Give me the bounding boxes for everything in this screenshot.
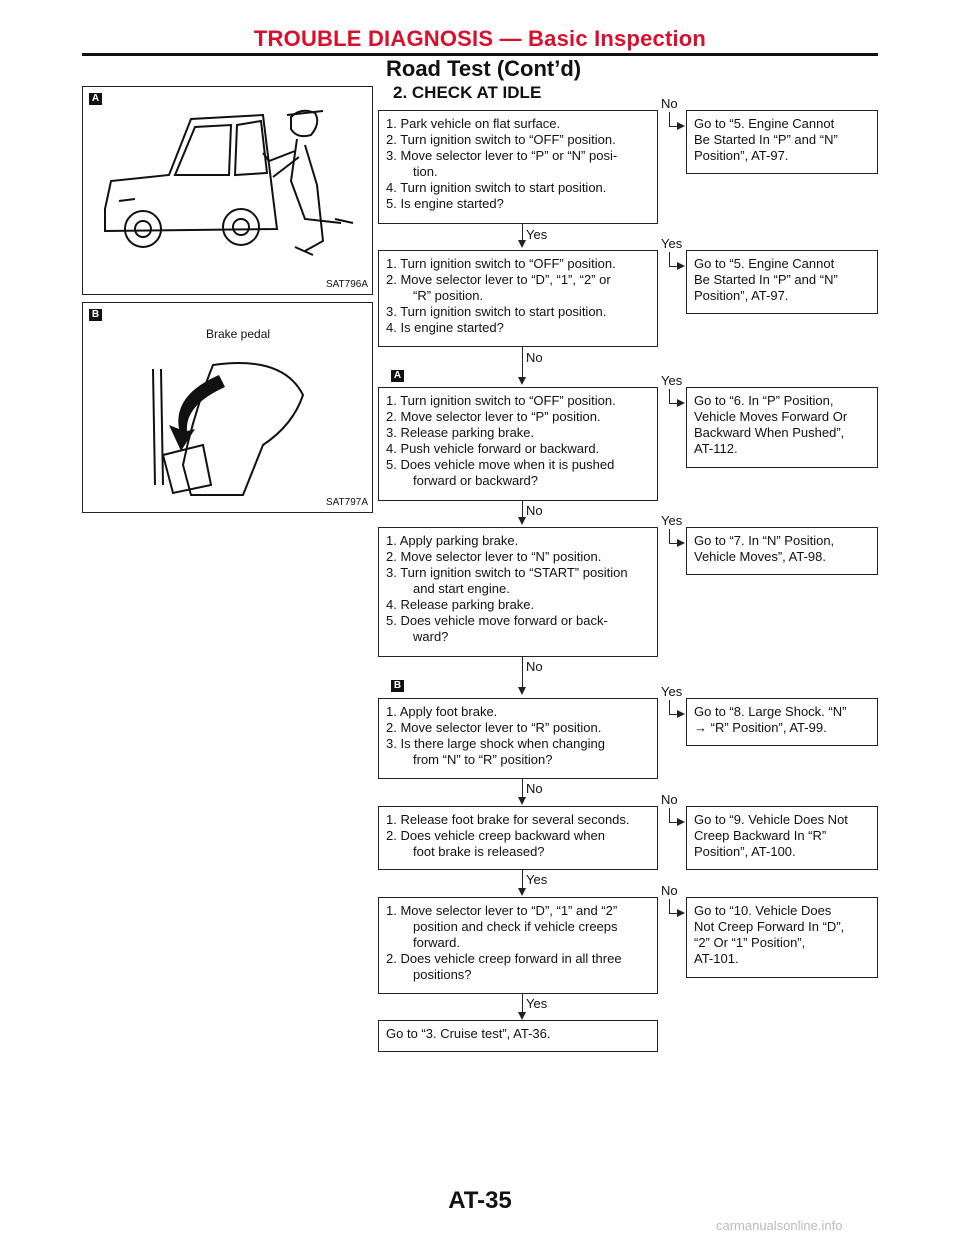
side-label-4: Yes [661,513,683,528]
figure-b [82,302,373,513]
step-marker-a: A [391,370,404,382]
side-arrow-1 [677,122,685,130]
down-label-7: Yes [526,996,548,1011]
figure-code-b: SAT797A [325,497,368,508]
side-connector-h-4 [669,543,677,544]
person-pushing-vehicle-illustration [91,101,361,281]
figure-label-brake-pedal: Brake pedal [206,327,271,341]
result-box-7: Go to “10. Vehicle Does Not Creep Forward In “D”, “2” Or “1” Position”, AT-101. [686,897,878,978]
step-box-6: 1. Release foot brake for several seconds. 2. Does vehicle creep backward when foot brake is released? [378,806,658,870]
figure-marker-b: B [89,309,102,321]
down-connector-4 [522,657,523,687]
down-arrow-4 [518,687,526,695]
side-label-1: No [661,96,678,111]
down-arrow-6 [518,888,526,896]
side-connector-h-7 [669,913,677,914]
down-connector-5 [522,779,523,797]
result-box-6: Go to “9. Vehicle Does Not Creep Backward In “R” Position”, AT-100. [686,806,878,870]
side-connector-h-3 [669,403,677,404]
step-box-5: 1. Apply foot brake. 2. Move selector lever to “R” position. 3. Is there large shock when changing from “N” to “R” position? [378,698,658,779]
step-marker-b: B [391,680,404,692]
side-label-6: No [661,792,678,807]
down-connector-3 [522,501,523,517]
side-label-5: Yes [661,684,683,699]
side-arrow-7 [677,909,685,917]
side-connector-5 [669,700,670,714]
page-number: AT-35 [448,1187,512,1214]
section-title: 2. CHECK AT IDLE [393,83,542,102]
side-arrow-3 [677,399,685,407]
watermark: carmanualsonline.info [716,1218,843,1233]
down-arrow-2 [518,377,526,385]
result-box-4: Go to “7. In “N” Position, Vehicle Moves”, AT-98. [686,527,878,575]
side-connector-h-2 [669,266,677,267]
down-label-6: Yes [526,872,548,887]
step-box-3: 1. Turn ignition switch to “OFF” position. 2. Move selector lever to “P” position. 3. Release parking brake. 4. Push vehicle forward or backward. 5. Does vehicle move when it is pushed forward or backward? [378,387,658,501]
side-arrow-4 [677,539,685,547]
down-label-5: No [526,781,543,796]
side-connector-4 [669,529,670,543]
side-connector-2 [669,252,670,266]
side-label-2: Yes [661,236,683,251]
side-arrow-5 [677,710,685,718]
brake-pedal-illustration [143,355,323,505]
result-box-5: Go to “8. Large Shock. “N” → “R” Position”, AT-99. [686,698,878,746]
side-connector-h-5 [669,714,677,715]
down-arrow-1 [518,240,526,248]
down-label-1: Yes [526,227,548,242]
down-arrow-5 [518,797,526,805]
result-box-1: Go to “5. Engine Cannot Be Started In “P” and “N” Position”, AT-97. [686,110,878,174]
figure-code-a: SAT796A [325,279,368,290]
side-connector-3 [669,389,670,403]
side-label-7: No [661,883,678,898]
down-connector-1 [522,224,523,240]
step-box-7: 1. Move selector lever to “D”, “1” and “2” position and check if vehicle creeps forward. 2. Does vehicle creep forward in all three positions? [378,897,658,994]
side-connector-h-6 [669,822,677,823]
final-step-box: Go to “3. Cruise test”, AT-36. [378,1020,658,1052]
down-connector-6 [522,870,523,888]
side-connector-h-1 [669,126,677,127]
figure-a [82,86,373,295]
step-box-4: 1. Apply parking brake. 2. Move selector lever to “N” position. 3. Turn ignition switch to “START” position and start engine. 4. Release parking brake. 5. Does vehicle move forward or back- ward? [378,527,658,657]
down-arrow-3 [518,517,526,525]
step-box-1: 1. Park vehicle on flat surface. 2. Turn ignition switch to “OFF” position. 3. Move selector lever to “P” or “N” posi- tion. 4. Turn ignition switch to start position. 5. Is engine started? [378,110,658,224]
down-connector-7 [522,994,523,1012]
side-connector-6 [669,808,670,822]
down-connector-2 [522,347,523,377]
page-subtitle: Road Test (Cont’d) [386,56,582,81]
side-arrow-2 [677,262,685,270]
side-arrow-6 [677,818,685,826]
side-connector-1 [669,112,670,126]
figure-marker-a: A [89,93,102,105]
step-box-2: 1. Turn ignition switch to “OFF” position. 2. Move selector lever to “D”, “1”, “2” or “R” position. 3. Turn ignition switch to start position. 4. Is engine started? [378,250,658,347]
result-box-2: Go to “5. Engine Cannot Be Started In “P” and “N” Position”, AT-97. [686,250,878,314]
down-arrow-7 [518,1012,526,1020]
page-header-title: TROUBLE DIAGNOSIS — Basic Inspection [253,26,707,51]
result-box-3: Go to “6. In “P” Position, Vehicle Moves Forward Or Backward When Pushed”, AT-112. [686,387,878,468]
down-label-3: No [526,503,543,518]
side-connector-7 [669,899,670,913]
down-label-2: No [526,350,543,365]
down-label-4: No [526,659,543,674]
side-label-3: Yes [661,373,683,388]
